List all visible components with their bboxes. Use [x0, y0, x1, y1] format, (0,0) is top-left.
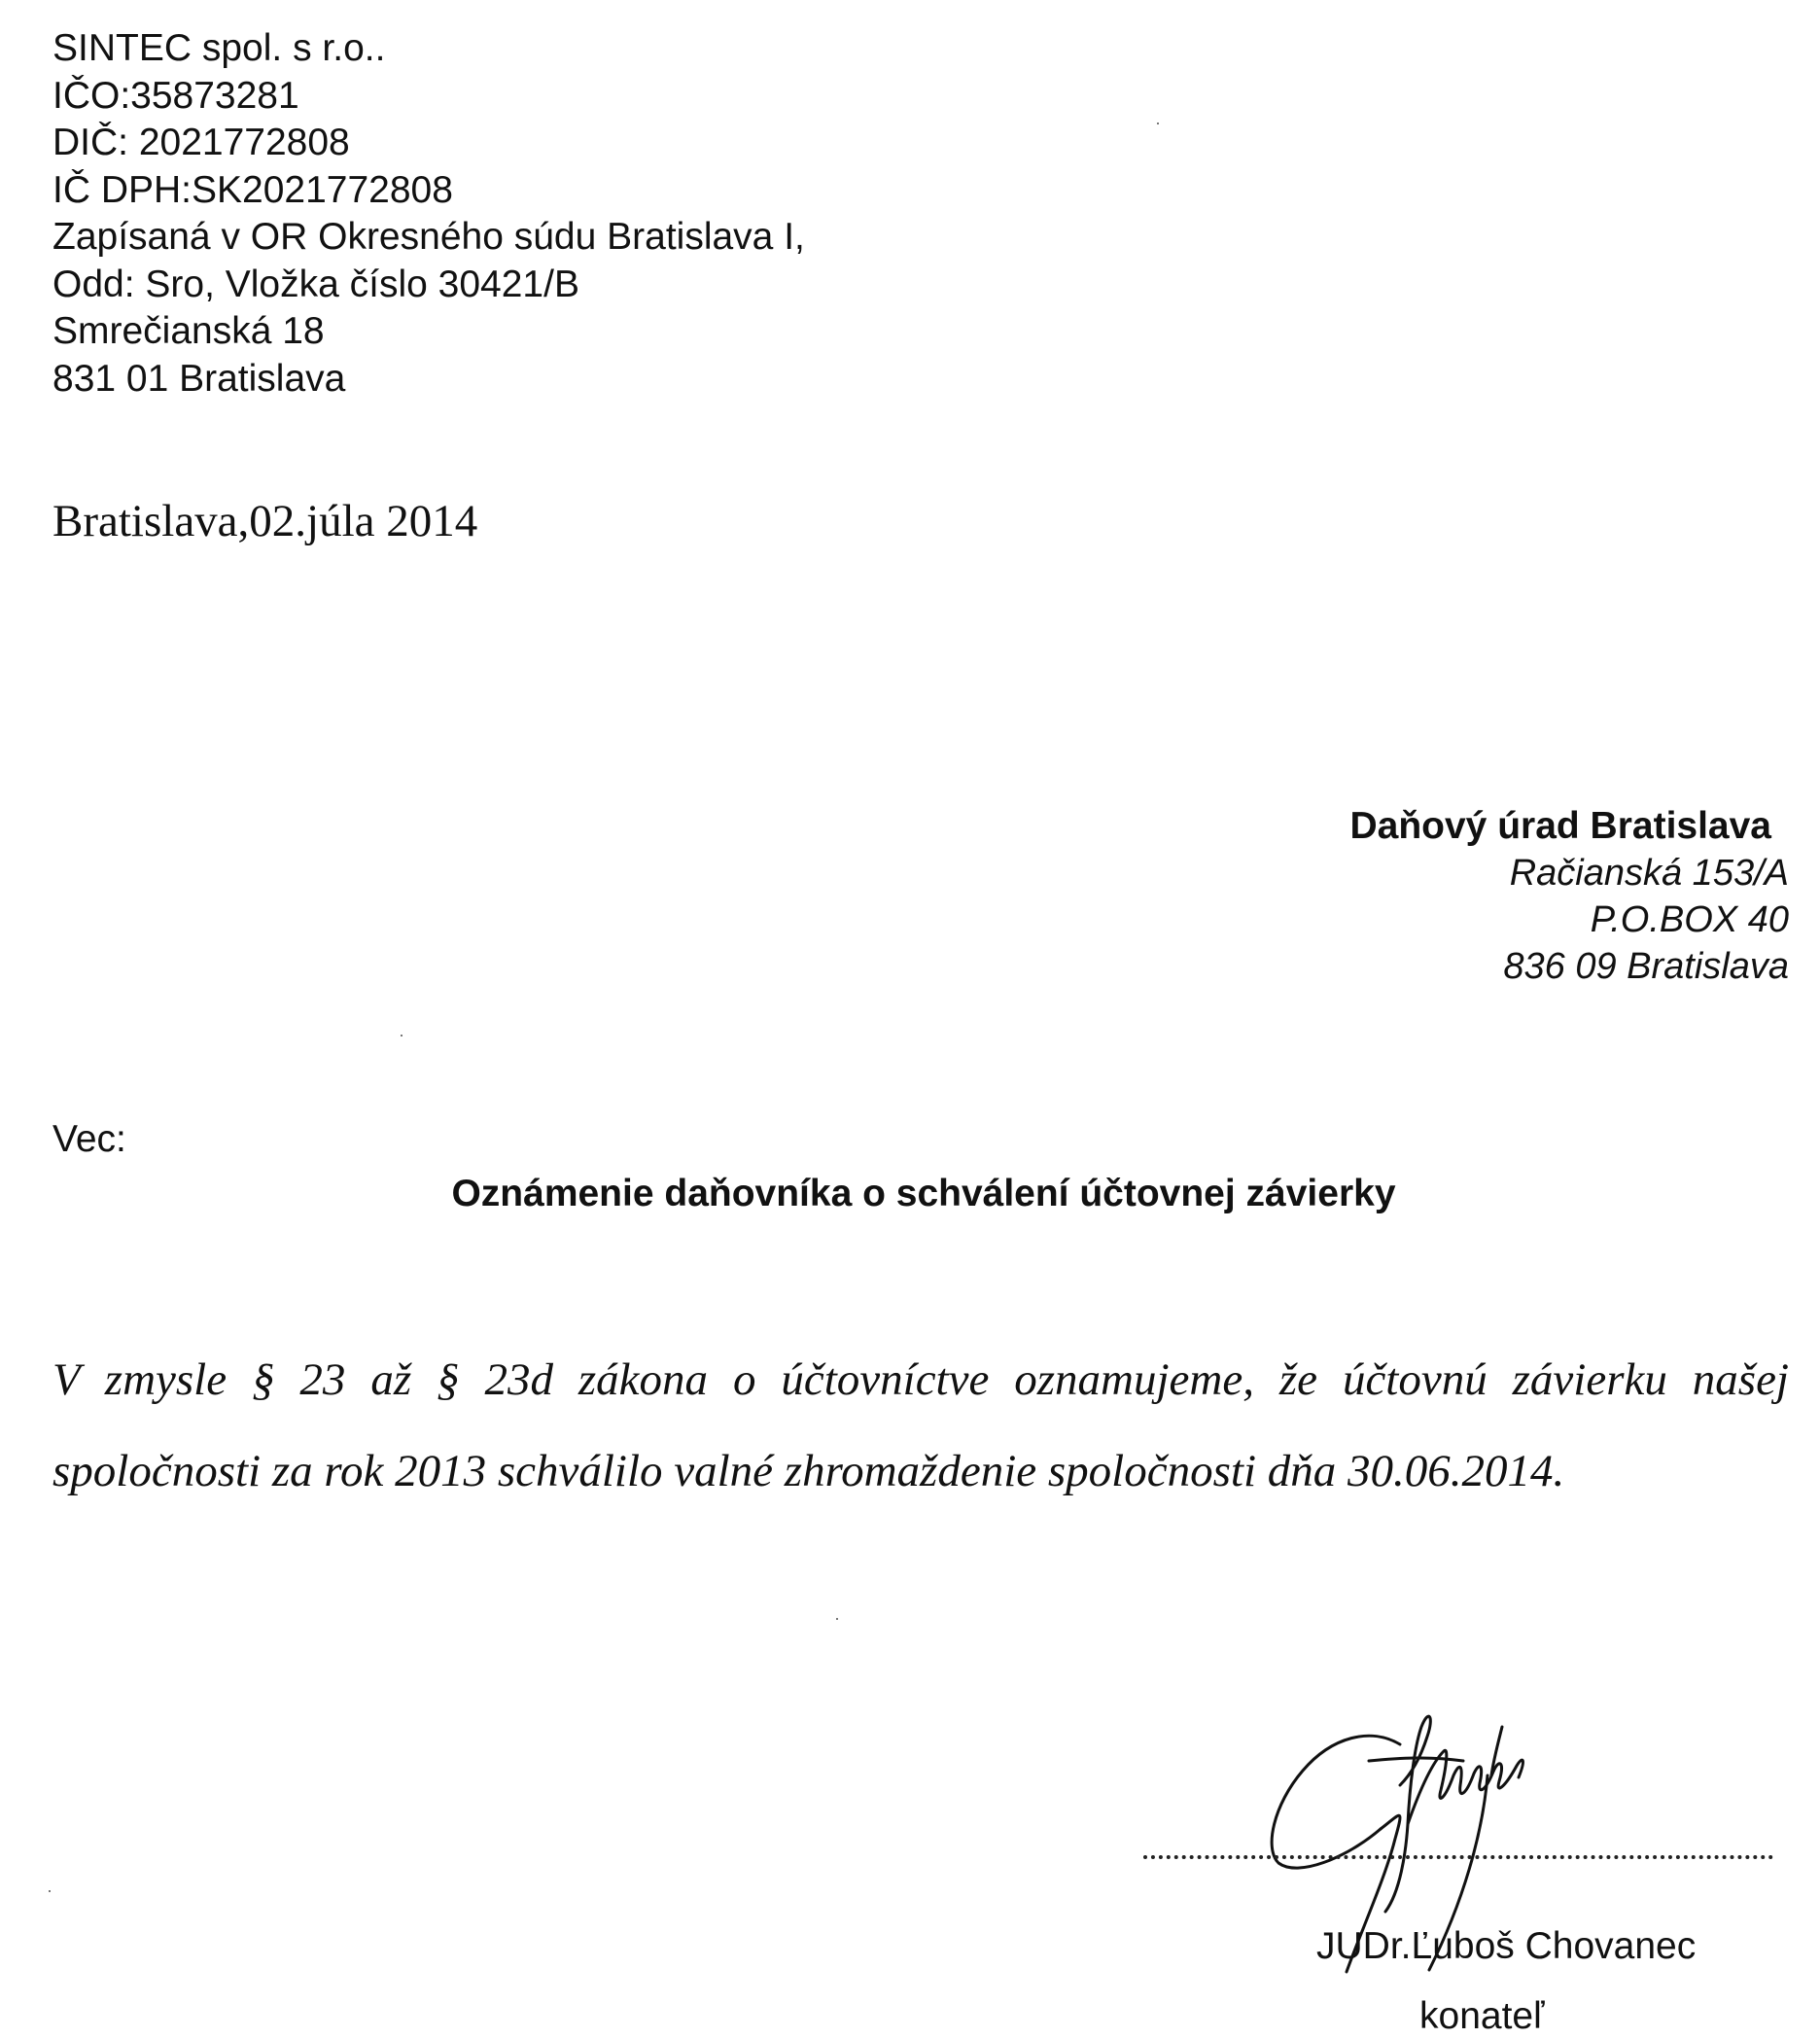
sender-ico: IČO:35873281	[52, 74, 299, 117]
scan-speck	[401, 1035, 402, 1037]
scan-speck	[836, 1618, 838, 1620]
signature-dotted-line	[1143, 1855, 1773, 1859]
recipient-city: 836 09 Bratislava	[1503, 946, 1789, 987]
signer-name: JUDr.Ľuboš Chovanec	[1316, 1925, 1697, 1967]
sender-ic-dph: IČ DPH:SK2021772808	[52, 168, 453, 211]
recipient-pobox: P.O.BOX 40	[1590, 899, 1789, 940]
subject-label: Vec:	[52, 1118, 126, 1160]
body-paragraph: V zmysle § 23 až § 23d zákona o účtovníctve oznamujeme, že účtovnú závierku našej spoločnosti za rok 2013 schválilo valné zhromaždenie spoločnosti dňa 30.06.2014.	[52, 1354, 1789, 1496]
scan-speck	[1157, 123, 1159, 124]
sender-city: 831 01 Bratislava	[52, 357, 346, 400]
sender-dic: DIČ: 2021772808	[52, 122, 350, 163]
sender-company-name: SINTEC spol. s r.o..	[52, 27, 386, 69]
sender-registry-section: Odd: Sro, Vložka číslo 30421/B	[52, 263, 579, 305]
date-line: Bratislava,02.júla 2014	[52, 496, 478, 546]
recipient-address-block	[1349, 803, 1789, 990]
sender-street: Smrečianská 18	[52, 310, 325, 352]
recipient-name: Daňový úrad Bratislava	[1349, 805, 1771, 847]
recipient-street: Račianská 153/A	[1509, 853, 1789, 894]
sender-registry: Zapísaná v OR Okresného súdu Bratislava I,	[52, 216, 805, 258]
scan-speck	[49, 1890, 51, 1892]
sender-address-block	[52, 25, 805, 403]
subject-heading: Oznámenie daňovníka o schválení účtovnej závierky	[451, 1173, 1396, 1214]
signer-role: konateľ	[1419, 1995, 1545, 2037]
